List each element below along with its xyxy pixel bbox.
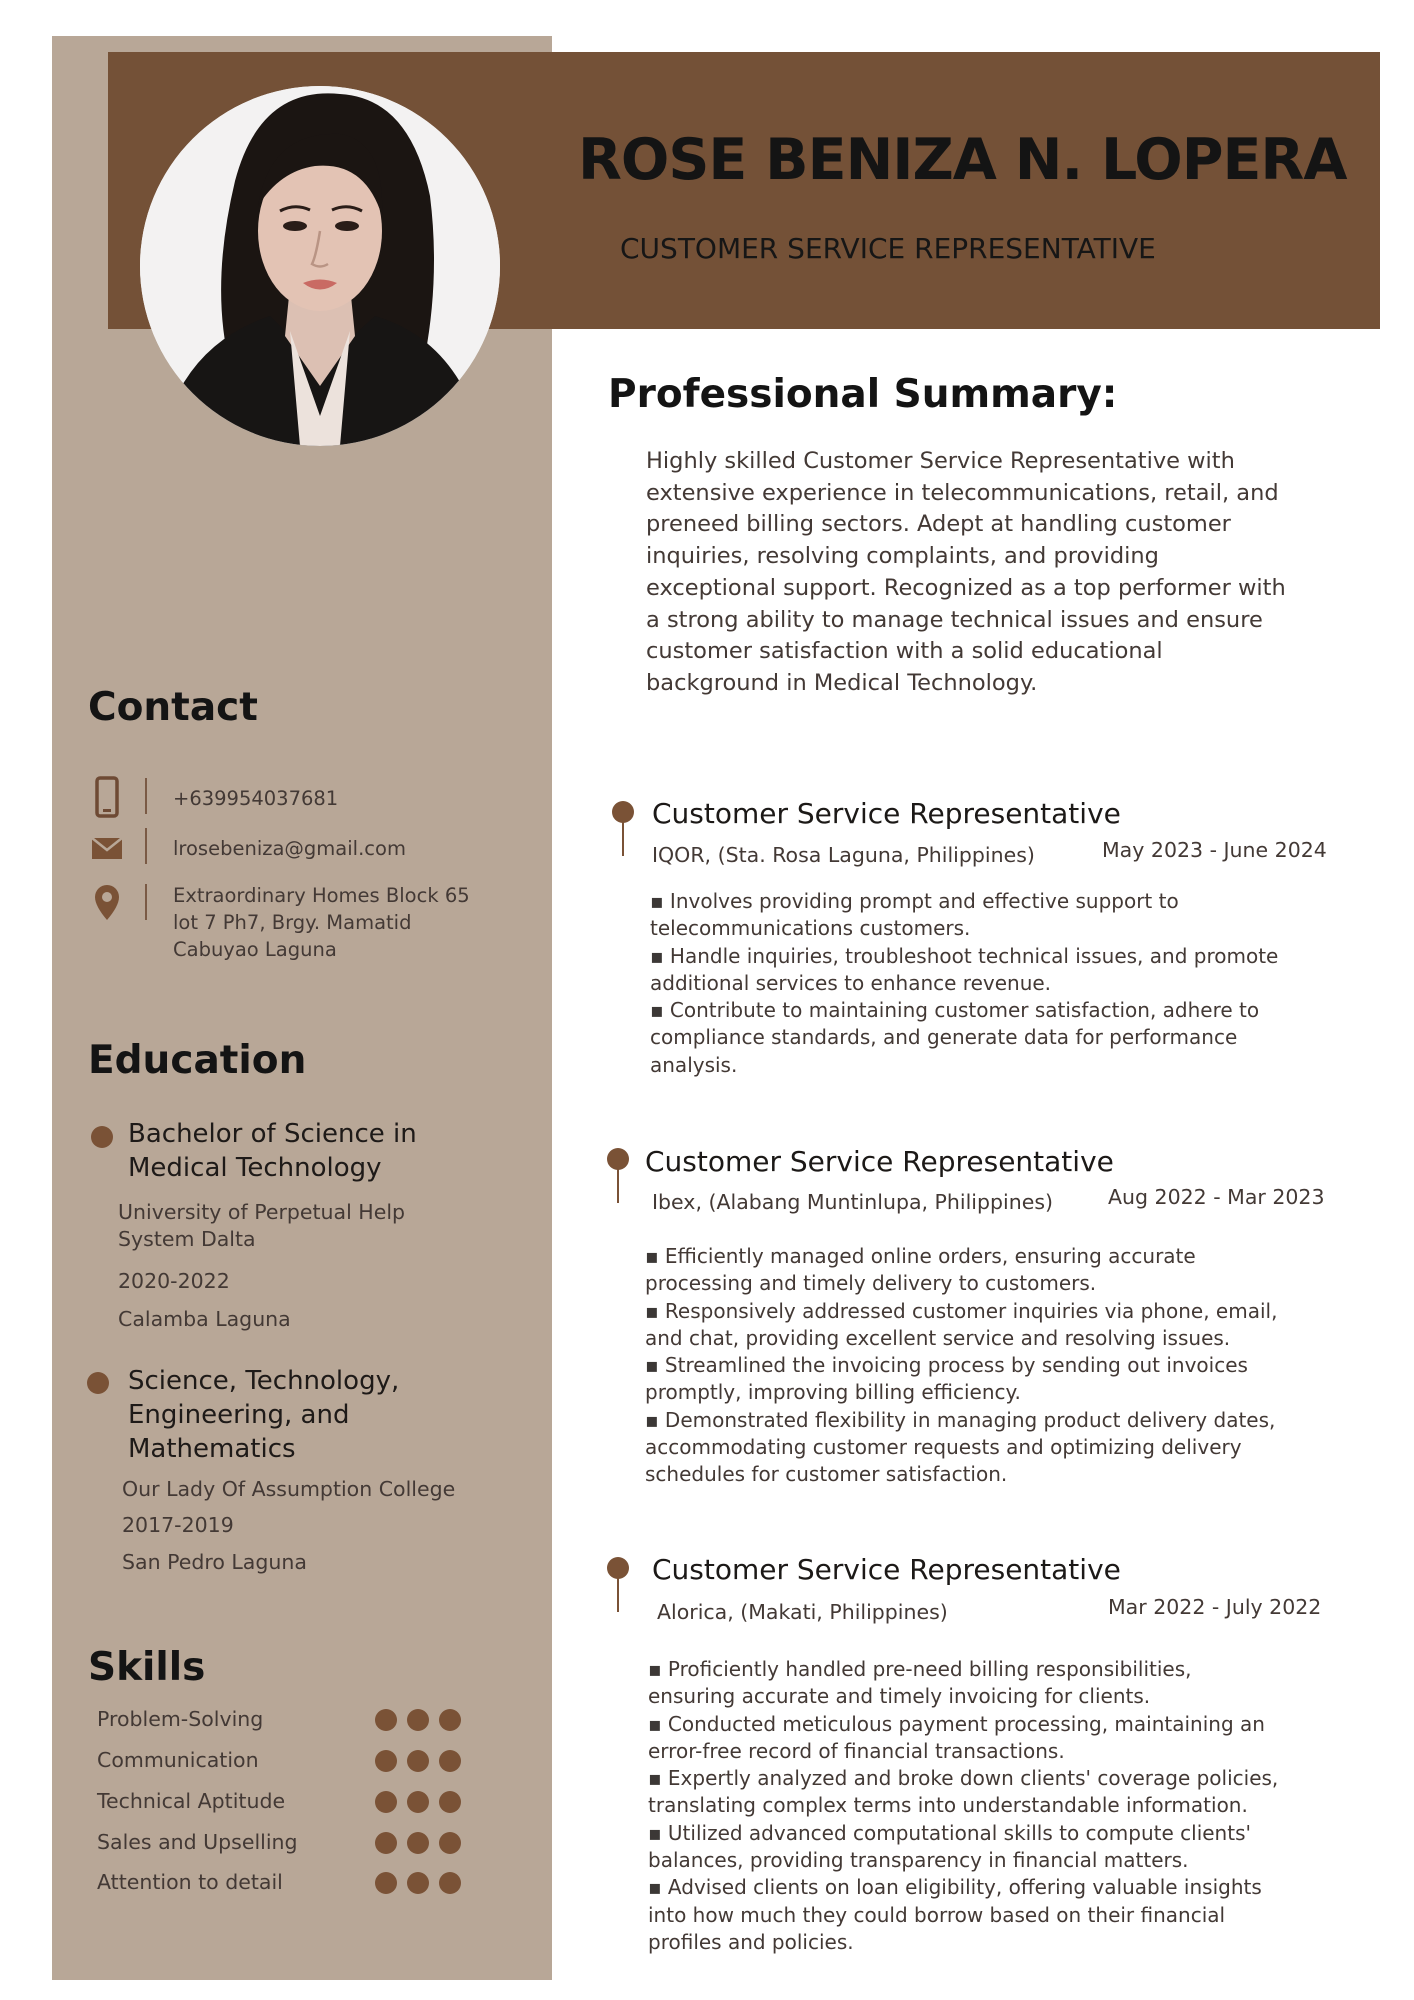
job-bullet-line: ▪ Conducted meticulous payment processing, maintaining an bbox=[648, 1711, 1328, 1738]
job-bullet-line: profiles and policies. bbox=[648, 1929, 854, 1954]
skill-name: Technical Aptitude bbox=[97, 1789, 286, 1813]
job-bullet-line: ▪ Involves providing prompt and effective support to bbox=[650, 888, 1330, 915]
candidate-title: CUSTOMER SERVICE REPRESENTATIVE bbox=[620, 232, 1156, 265]
skill-level-dots bbox=[375, 1832, 475, 1856]
job-company: Ibex, (Alabang Muntinlupa, Philippines) bbox=[652, 1190, 1053, 1214]
job-bullet-line: schedules for customer satisfaction. bbox=[645, 1462, 1008, 1487]
skill-level-dots bbox=[375, 1791, 475, 1815]
skill-dot bbox=[375, 1872, 397, 1894]
job-bullet-line: accommodating customer requests and optimizing delivery bbox=[645, 1435, 1242, 1460]
skill-dot bbox=[407, 1872, 429, 1894]
job-bullet-line: ▪ Handle inquiries, troubleshoot technical issues, and promote bbox=[650, 943, 1330, 970]
job-dates: May 2023 - June 2024 bbox=[1102, 838, 1327, 862]
summary-text: Highly skilled Customer Service Representative with extensive experience in telecommunications, retail, and preneed billing sectors. Adept at handling customer inquiries, resolving complaints, and providing exceptional support. Recognized as a top performer with a strong ability to manage technical issues and ensure customer satisfaction with a solid educational background in Medical Technology. bbox=[646, 448, 1286, 696]
job-bullet-line: ▪ Contribute to maintaining customer satisfaction, adhere to bbox=[650, 997, 1330, 1024]
timeline-pin-icon bbox=[606, 1147, 630, 1207]
job-bullet-line: processing and timely delivery to customers. bbox=[645, 1271, 1097, 1296]
contact-divider bbox=[145, 778, 147, 814]
skill-dot bbox=[439, 1872, 461, 1894]
address-line: lot 7 Ph7, Brgy. Mamatid bbox=[173, 911, 412, 934]
job-bullet-line: error-free record of financial transactions. bbox=[648, 1738, 1065, 1763]
job-bullet-line: into how much they could borrow based on their financial bbox=[648, 1902, 1226, 1927]
job-bullet-line: compliance standards, and generate data for performance bbox=[650, 1025, 1238, 1050]
skill-dot bbox=[439, 1750, 461, 1772]
skills-heading: Skills bbox=[88, 1645, 206, 1690]
skill-dot bbox=[375, 1750, 397, 1772]
job-bullet-line: ▪ Efficiently managed online orders, ensuring accurate bbox=[645, 1243, 1325, 1270]
skill-dot bbox=[407, 1709, 429, 1731]
skill-dot bbox=[439, 1791, 461, 1813]
education-heading: Education bbox=[88, 1038, 307, 1083]
education-location: Calamba Laguna bbox=[118, 1307, 291, 1331]
skill-dot bbox=[407, 1750, 429, 1772]
job-bullet-line: ▪ Utilized advanced computational skills to compute clients' bbox=[648, 1820, 1328, 1847]
mail-icon bbox=[90, 826, 124, 870]
contact-email[interactable]: lrosebeniza@gmail.com bbox=[173, 837, 406, 860]
job-bullet-line: ▪ Responsively addressed customer inquiries via phone, email, bbox=[645, 1298, 1325, 1325]
skill-name: Sales and Upselling bbox=[97, 1830, 298, 1854]
job-bullet-line: additional services to enhance revenue. bbox=[650, 970, 1052, 995]
contact-phone-row bbox=[90, 776, 530, 824]
contact-address-row bbox=[90, 882, 530, 974]
job-bullet-line: balances, providing transparency in financial matters. bbox=[648, 1848, 1189, 1873]
job-role: Customer Service Representative bbox=[652, 797, 1121, 830]
phone-icon bbox=[90, 776, 124, 820]
skill-dot bbox=[375, 1791, 397, 1813]
job-bullet-line: promptly, improving billing efficiency. bbox=[645, 1380, 1021, 1405]
job-bullet-line: ▪ Expertly analyzed and broke down clients' coverage policies, bbox=[648, 1765, 1328, 1792]
skill-dot bbox=[407, 1832, 429, 1854]
job-bullets bbox=[650, 888, 1330, 1079]
skill-name: Problem-Solving bbox=[97, 1707, 264, 1731]
contact-email-row bbox=[90, 826, 530, 874]
job-dates: Mar 2022 - July 2022 bbox=[1108, 1595, 1322, 1619]
contact-phone[interactable]: +639954037681 bbox=[173, 787, 339, 810]
education-school: Our Lady Of Assumption College bbox=[122, 1477, 456, 1501]
education-location: San Pedro Laguna bbox=[122, 1550, 307, 1574]
job-bullet-line: ▪ Advised clients on loan eligibility, offering valuable insights bbox=[648, 1874, 1328, 1901]
education-degree: Bachelor of Science in Medical Technology bbox=[128, 1119, 417, 1183]
bullet-dot-icon bbox=[87, 1372, 109, 1394]
contact-address bbox=[173, 882, 470, 963]
job-bullet-line: telecommunications customers. bbox=[650, 916, 971, 941]
address-line: Cabuyao Laguna bbox=[173, 938, 337, 961]
job-company: Alorica, (Makati, Philippines) bbox=[657, 1600, 948, 1624]
profile-photo bbox=[140, 86, 500, 446]
job-bullet-line: ensuring accurate and timely invoicing for clients. bbox=[648, 1684, 1151, 1709]
job-role: Customer Service Representative bbox=[652, 1553, 1121, 1586]
timeline-pin-icon bbox=[606, 1556, 630, 1616]
skill-name: Communication bbox=[97, 1748, 259, 1772]
job-role: Customer Service Representative bbox=[645, 1145, 1114, 1178]
timeline-pin-icon bbox=[611, 800, 635, 860]
bullet-dot-icon bbox=[91, 1126, 113, 1148]
job-dates: Aug 2022 - Mar 2023 bbox=[1108, 1185, 1325, 1209]
skill-dot bbox=[407, 1791, 429, 1813]
education-degree: Science, Technology, Engineering, and Mathematics bbox=[128, 1366, 400, 1464]
address-line: Extraordinary Homes Block 65 bbox=[173, 884, 470, 907]
skill-level-dots bbox=[375, 1872, 475, 1896]
job-bullet-line: ▪ Streamlined the invoicing process by sending out invoices bbox=[645, 1352, 1325, 1379]
job-bullet-line: ▪ Proficiently handled pre-need billing responsibilities, bbox=[648, 1656, 1328, 1683]
contact-divider bbox=[145, 828, 147, 864]
candidate-name: ROSE BENIZA N. LOPERA bbox=[578, 127, 1347, 193]
job-bullets bbox=[648, 1656, 1328, 1956]
location-pin-icon bbox=[90, 882, 124, 926]
skill-level-dots bbox=[375, 1709, 475, 1733]
skill-dot bbox=[439, 1709, 461, 1731]
job-bullet-line: analysis. bbox=[650, 1052, 738, 1077]
job-bullet-line: ▪ Demonstrated flexibility in managing product delivery dates, bbox=[645, 1407, 1325, 1434]
skill-dot bbox=[375, 1709, 397, 1731]
education-school: University of Perpetual Help System Dalta bbox=[118, 1200, 406, 1251]
job-bullet-line: and chat, providing excellent service and resolving issues. bbox=[645, 1325, 1231, 1350]
job-company: IQOR, (Sta. Rosa Laguna, Philippines) bbox=[652, 843, 1035, 867]
skill-name: Attention to detail bbox=[97, 1870, 283, 1894]
contact-divider bbox=[145, 884, 147, 920]
skill-level-dots bbox=[375, 1750, 475, 1774]
education-years: 2017-2019 bbox=[122, 1513, 234, 1537]
job-bullets bbox=[645, 1243, 1325, 1489]
skill-dot bbox=[375, 1832, 397, 1854]
skill-dot bbox=[439, 1832, 461, 1854]
contact-heading: Contact bbox=[88, 685, 258, 730]
summary-heading: Professional Summary: bbox=[608, 372, 1118, 417]
education-years: 2020-2022 bbox=[118, 1269, 230, 1293]
job-bullet-line: translating complex terms into understandable information. bbox=[648, 1793, 1248, 1818]
